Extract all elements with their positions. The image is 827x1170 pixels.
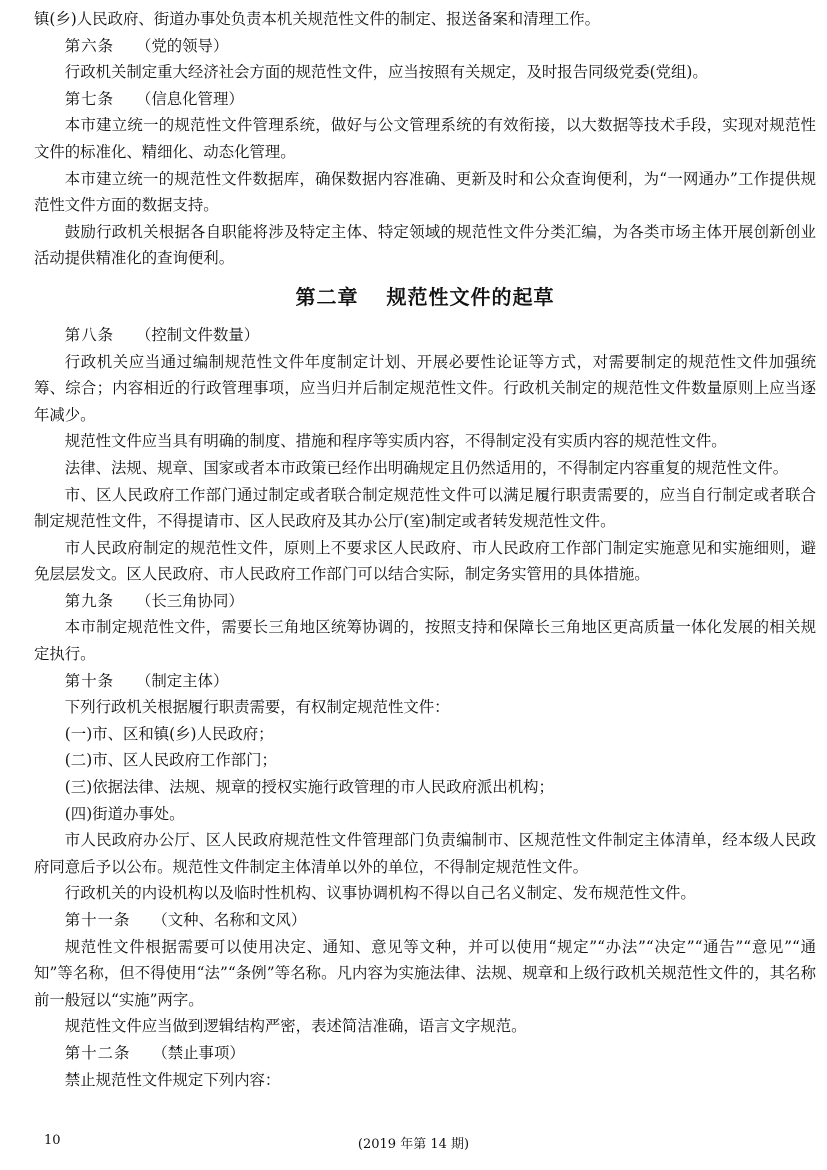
paragraph: 法律、法规、规章、国家或者本市政策已经作出明确规定且仍然适用的，不得制定内容重复的规范性文件。 [64,458,789,477]
paragraph: 下列行政机关根据履行职责需要，有权制定规范性文件： [64,698,450,717]
article-heading-10: 第十条 （制定主体） [64,671,229,690]
paragraph: 规范性文件根据需要可以使用决定、通知、意见等文种，并可以使用“规定”“办法”“决定”“通告”“意见”“通知”等名称，但不得使用“法”“条例”等名称。凡内容为实施法律、法规、规章和上级行政机关规范性文件的，其名称前一般冠以“实施”两字。 [34,937,816,1009]
paragraph: 市人民政府办公厅、区人民政府规范性文件管理部门负责编制市、区规范性文件制定主体清单，经本级人民政府同意后予以公布。规范性文件制定主体清单以外的单位，不得制定规范性文件。 [34,831,816,876]
list-item: (四)街道办事处。 [64,804,185,823]
paragraph: 禁止规范性文件规定下列内容： [64,1070,281,1089]
paragraph: 规范性文件应当做到逻辑结构严密，表述简洁准确，语言文字规范。 [64,1017,527,1036]
paragraph: 行政机关应当通过编制规范性文件年度制定计划、开展必要性论证等方式，对需要制定的规范性文件加强统筹、综合；内容相近的行政管理事项，应当归并后制定规范性文件。行政机关制定的规范性文件数量原则上应当逐年减少。 [34,352,816,424]
document-body [34,6,816,1093]
paragraph: 市人民政府制定的规范性文件，原则上不要求区人民政府、市人民政府工作部门制定实施意见和实施细则，避免层层发文。区人民政府、市人民政府工作部门可以结合实际，制定务实管用的具体措施。 [34,538,816,584]
article-heading-12: 第十二条 （禁止事项） [64,1043,245,1062]
article-heading-11: 第十一条 （文种、名称和文风） [64,911,307,929]
page-number: 10 [44,1133,61,1148]
paragraph: 鼓励行政机关根据各自职能将涉及特定主体、特定领域的规范性文件分类汇编，为各类市场主体开展创新创业活动提供精准化的查询便利。 [34,222,816,268]
paragraph: 行政机关的内设机构以及临时性机构、议事协调机构不得以自己名义制定、发布规范性文件。 [64,884,696,903]
page-footer [0,1133,827,1155]
article-heading-7: 第七条 （信息化管理） [64,89,244,108]
paragraph-continued: 镇(乡)人民政府、街道办事处负责本机关规范性文件的制定、报送备案和清理工作。 [34,10,601,28]
article-heading-9: 第九条 （长三角协同） [64,591,244,610]
paragraph: 本市建立统一的规范性文件管理系统，做好与公文管理系统的有效衔接，以大数据等技术手段，实现对规范性文件的标准化、精细化、动态化管理。 [34,116,816,161]
article-heading-8: 第八条 （控制文件数量） [64,325,260,344]
paragraph: 本市制定规范性文件，需要长三角地区统筹协调的，按照支持和保障长三角地区更高质量一体化发展的相关规定执行。 [34,618,816,664]
article-heading-6: 第六条 （党的领导） [64,36,229,55]
paragraph: 本市建立统一的规范性文件数据库，确保数据内容准确、更新及时和公众查询便利，为“一网通办”工作提供规范性文件方面的数据支持。 [34,169,816,215]
list-item: (三)依据法律、法规、规章的授权实施行政管理的市人民政府派出机构； [64,778,554,797]
paragraph: 行政机关制定重大经济社会方面的规范性文件，应当按照有关规定，及时报告同级党委(党组)。 [64,63,708,82]
paragraph: 市、区人民政府工作部门通过制定或者联合制定规范性文件可以满足履行职责需要的，应当自行制定或者联合制定规范性文件，不得提请市、区人民政府及其办公厅(室)制定或者转发规范性文件。 [34,485,816,531]
chapter-heading: 第二章 规范性文件的起草 [295,284,555,309]
list-item: (二)市、区人民政府工作部门； [64,751,277,770]
list-item: (一)市、区和镇(乡)人民政府； [64,724,274,743]
issue-label: (2019 年第 14 期) [357,1137,470,1152]
paragraph: 规范性文件应当具有明确的制度、措施和程序等实质内容，不得制定没有实质内容的规范性文件。 [64,432,727,451]
